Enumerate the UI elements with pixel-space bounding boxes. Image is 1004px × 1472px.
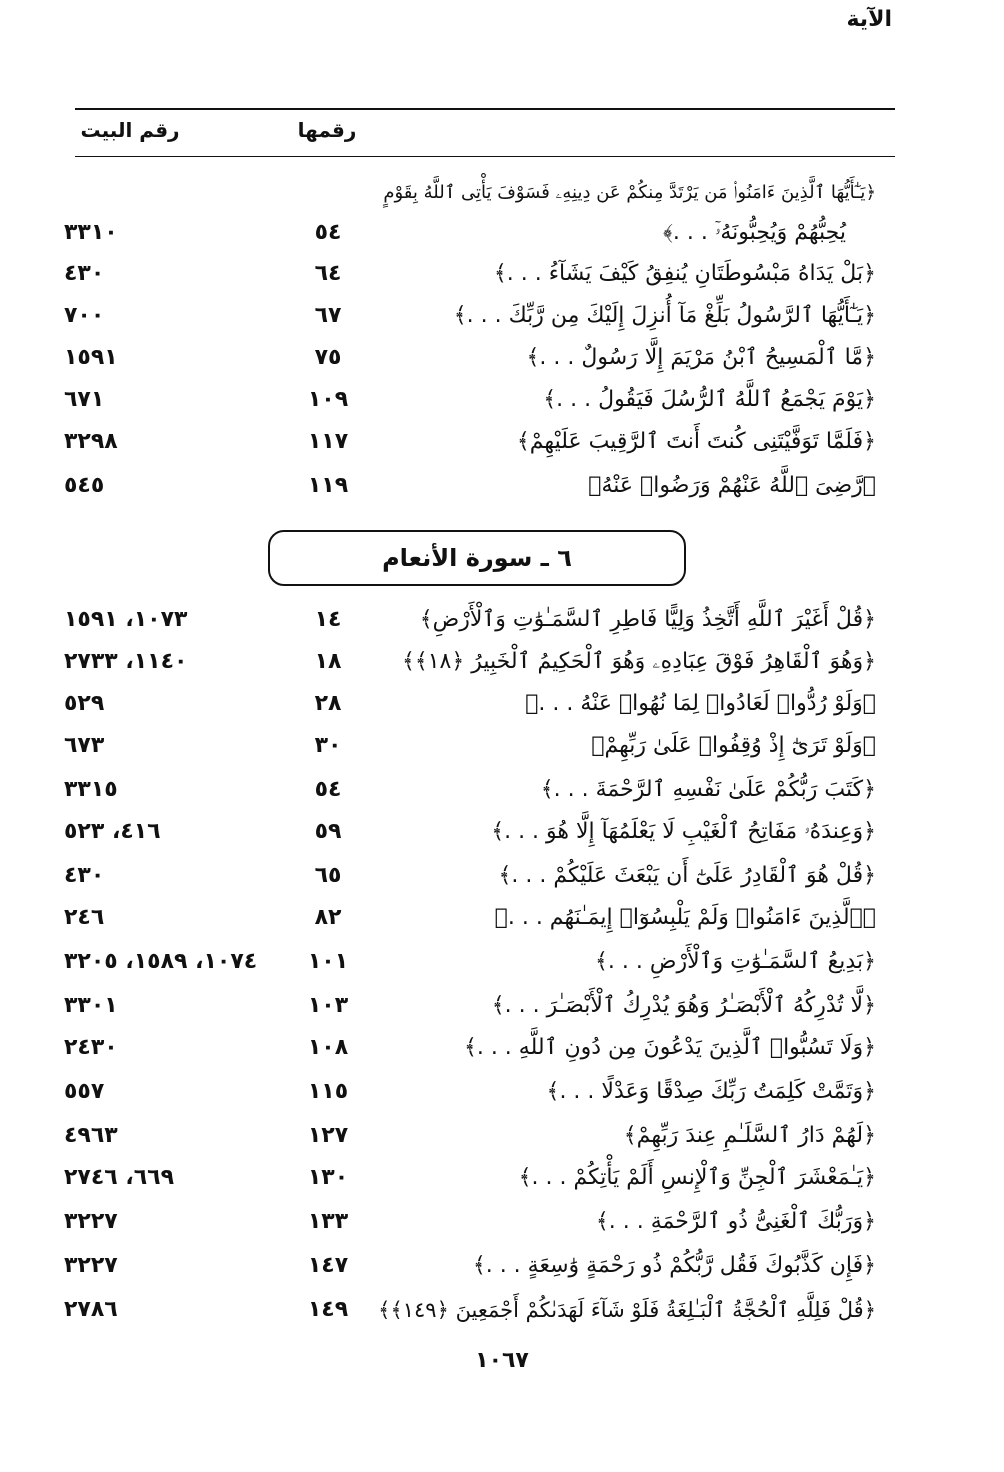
- line-reference: ٢٤٦: [64, 905, 105, 930]
- line-reference: ٤١٦، ٥٢٣: [64, 819, 161, 844]
- table-row: [0, 684, 1004, 724]
- table-row: [0, 898, 1004, 938]
- verse-number: ٦٥: [314, 863, 342, 888]
- verse-text: ﴿قُلْ هُوَ ٱلْقَادِرُ عَلَىٰٓ أَن يَبْعَثَ عَلَيْكُمْ . . .﴾: [498, 863, 876, 888]
- line-reference: ٢٧٨٦: [64, 1297, 118, 1322]
- line-reference: ١٠٧٤، ١٥٨٩، ٣٢٠٥: [64, 949, 258, 974]
- verse-text: ﴿قُلْ فَلِلَّهِ ٱلْحُجَّةُ ٱلْبَـٰلِغَةُ فَلَوْ شَآءَ لَهَدَىٰكُمْ أَجْمَعِينَ ﴿١٤٩﴾﴾: [378, 1298, 876, 1322]
- verse-number: ١١٩: [307, 473, 349, 498]
- line-reference: ٤٩٦٣: [64, 1123, 118, 1148]
- top-rule: [75, 108, 895, 110]
- table-row: [0, 642, 1004, 682]
- line-reference: ١٥٩١: [64, 345, 118, 370]
- verse-number: ١٤: [314, 607, 342, 632]
- header-rule: [75, 156, 895, 157]
- verse-text: ﴿وَلَا تَسُبُّوا۟ ٱلَّذِينَ يَدْعُونَ مِن دُونِ ٱللَّهِ . . .﴾: [463, 1035, 876, 1060]
- verse-number: ١٣٠: [307, 1165, 349, 1190]
- line-reference: ٣٣٠١: [64, 993, 118, 1018]
- line-reference: ٣٢٢٧: [64, 1209, 118, 1234]
- table-row: [0, 1116, 1004, 1156]
- table-row: [0, 726, 1004, 766]
- table-row: [0, 986, 1004, 1026]
- verse-text: ﴿وَعِندَهُۥ مَفَاتِحُ ٱلْغَيْبِ لَا يَعْلَمُهَآ إِلَّا هُوَ . . .﴾: [491, 819, 876, 844]
- verse-text: ﴿فَلَمَّا تَوَفَّيْتَنِى كُنتَ أَنتَ ٱلرَّقِيبَ عَلَيْهِمْ﴾: [516, 429, 876, 454]
- table-row: [0, 422, 1004, 462]
- line-reference: [64, 173, 304, 213]
- line-reference: ٣٢٢٧: [64, 1253, 118, 1278]
- verse-number: ١٤٩: [307, 1297, 349, 1322]
- table-row: [0, 942, 1004, 982]
- verse-text: ﴿فَإِن كَذَّبُوكَ فَقُل رَّبُّكُمْ ذُو رَحْمَةٍ وَٰسِعَةٍ . . .﴾: [472, 1253, 876, 1278]
- table-row: [0, 173, 1004, 213]
- line-reference: ٤٣٠: [64, 863, 105, 888]
- verse-number: ١١٥: [307, 1079, 349, 1104]
- line-reference: ١٠٧٣، ١٥٩١: [64, 607, 188, 632]
- verse-text: ﴿لَهُمْ دَارُ ٱلسَّلَـٰمِ عِندَ رَبِّهِمْ﴾: [623, 1123, 876, 1148]
- line-reference: ١١٤٠، ٢٧٣٣: [64, 649, 188, 674]
- verse-text: ﴿يَوْمَ يَجْمَعُ ٱللَّهُ ٱلرُّسُلَ فَيَقُولُ . . .﴾: [543, 387, 876, 412]
- verse-text: ﴿مَّا ٱلْمَسِيحُ ٱبْنُ مَرْيَمَ إِلَّا رَسُولٌ . . .﴾: [526, 345, 876, 370]
- table-row: [0, 1028, 1004, 1068]
- line-reference: ٥٤٥: [64, 473, 105, 498]
- verse-number: ١٤٧: [307, 1253, 349, 1278]
- surah-title: ٦ ـ سورة الأنعام: [382, 544, 572, 572]
- table-row: [0, 338, 1004, 378]
- verse-text: ﴿وَلَوْ رُدُّوا۟ لَعَادُوا۟ لِمَا نُهُوا۟ عَنْهُ . . .﴾: [525, 691, 876, 716]
- line-reference: ٦٧٣: [64, 733, 105, 758]
- verse-number-column-header: رقمها: [297, 118, 357, 142]
- verse-text: ﴿يَـٰٓأَيُّهَا ٱلرَّسُولُ بَلِّغْ مَآ أُنزِلَ إِلَيْكَ مِن رَّبِّكَ . . .﴾: [453, 303, 876, 328]
- table-row: [0, 254, 1004, 294]
- table-row: [0, 856, 1004, 896]
- verse-number: ١٠٨: [307, 1035, 349, 1060]
- table-row: [0, 466, 1004, 506]
- table-row: [0, 1158, 1004, 1198]
- line-reference: ٣٣١٠: [64, 220, 118, 245]
- verse-number: ٥٤: [314, 220, 342, 245]
- verse-text: ﴿بَلْ يَدَاهُ مَبْسُوطَتَانِ يُنفِقُ كَيْفَ يَشَآءُ . . .﴾: [493, 261, 876, 286]
- table-row: [0, 296, 1004, 336]
- verse-number: ٦٤: [314, 261, 342, 286]
- verse-text: ﴿كَتَبَ رَبُّكُمْ عَلَىٰ نَفْسِهِ ٱلرَّحْمَةَ . . .﴾: [540, 777, 876, 802]
- surah-heading-box: [268, 530, 686, 586]
- verse-text: ﴿قُلْ أَغَيْرَ ٱللَّهِ أَتَّخِذُ وَلِيًّا فَاطِرِ ٱلسَّمَـٰوَٰتِ وَٱلْأَرْضِ﴾: [419, 607, 876, 632]
- verse-text: ﴿رَّضِىَ ٱللَّهُ عَنْهُمْ وَرَضُوا۟ عَنْهُ﴾: [588, 473, 876, 498]
- verse-text: ﴿بَدِيعُ ٱلسَّمَـٰوَٰتِ وَٱلْأَرْضِ . . .﴾: [595, 949, 876, 974]
- verse-text: يُحِبُّهُمْ وَيُحِبُّونَهُۥٓ . . .﴾: [663, 220, 846, 245]
- verse-number: ١٣٣: [307, 1209, 349, 1234]
- table-row: [0, 380, 1004, 420]
- verse-number: ٧٥: [314, 345, 342, 370]
- line-reference: ٧٠٠: [64, 303, 105, 328]
- table-row: [0, 213, 1004, 253]
- verse-column-header: الآية: [846, 7, 892, 32]
- verse-line-column-header: رقم البيت: [80, 118, 180, 142]
- verse-text: ﴿يَـٰمَعْشَرَ ٱلْجِنِّ وَٱلْإِنسِ أَلَمْ يَأْتِكُمْ . . .﴾: [518, 1165, 876, 1190]
- verse-text: ﴿ٱلَّذِينَ ءَامَنُوا۟ وَلَمْ يَلْبِسُوٓا۟ إِيمَـٰنَهُم . . .﴾: [494, 905, 876, 930]
- verse-number: ٨٢: [314, 905, 342, 930]
- verse-number: ١٠٩: [307, 387, 349, 412]
- verse-text: ﴿وَهُوَ ٱلْقَاهِرُ فَوْقَ عِبَادِهِۦ وَهُوَ ٱلْحَكِيمُ ٱلْخَبِيرُ ﴿١٨﴾﴾: [401, 649, 876, 674]
- verse-number: ٣٠: [314, 733, 342, 758]
- table-row: [0, 812, 1004, 852]
- verse-text: ﴿لَّا تُدْرِكُهُ ٱلْأَبْصَـٰرُ وَهُوَ يُدْرِكُ ٱلْأَبْصَـٰرَ . . .﴾: [491, 993, 876, 1018]
- line-reference: ٦٧١: [64, 387, 105, 412]
- page-number: ١٠٦٧: [475, 1348, 529, 1373]
- verse-text: ﴿وَلَوْ تَرَىٰٓ إِذْ وُقِفُوا۟ عَلَىٰ رَبِّهِمْ﴾: [591, 733, 876, 758]
- verse-text: ﴿يَـٰٓأَيُّهَا ٱلَّذِينَ ءَامَنُوا۟ مَن يَرْتَدَّ مِنكُمْ عَن دِينِهِۦ فَسَوْفَ يَأْتِى ٱللَّهُ بِقَوْمٍ: [383, 182, 876, 203]
- line-reference: ٤٣٠: [64, 261, 105, 286]
- verse-number: ٥٩: [314, 819, 342, 844]
- verse-number: ١٠١: [307, 949, 349, 974]
- line-reference: ٣٣١٥: [64, 777, 118, 802]
- table-row: [0, 600, 1004, 640]
- verse-text: ﴿وَتَمَّتْ كَلِمَتُ رَبِّكَ صِدْقًا وَعَدْلًا . . .﴾: [546, 1079, 876, 1104]
- verse-number: ١٠٣: [307, 993, 349, 1018]
- line-reference: ٥٢٩: [64, 691, 105, 716]
- verse-number: ١٨: [314, 649, 342, 674]
- table-row: [0, 1202, 1004, 1242]
- line-reference: ٦٦٩، ٢٧٤٦: [64, 1165, 175, 1190]
- verse-number: ١٢٧: [307, 1123, 349, 1148]
- verse-text: ﴿وَرَبُّكَ ٱلْغَنِىُّ ذُو ٱلرَّحْمَةِ . . .﴾: [595, 1209, 876, 1234]
- verse-number: ٦٧: [314, 303, 342, 328]
- table-row: [0, 1246, 1004, 1286]
- verse-number: ٢٨: [314, 691, 342, 716]
- line-reference: ٣٢٩٨: [64, 429, 118, 454]
- table-row: [0, 1290, 1004, 1330]
- table-row: [0, 770, 1004, 810]
- table-row: [0, 1072, 1004, 1112]
- line-reference: ٥٥٧: [64, 1079, 105, 1104]
- verse-number: ٥٤: [314, 777, 342, 802]
- line-reference: ٢٤٣٠: [64, 1035, 118, 1060]
- verse-number: ١١٧: [307, 429, 349, 454]
